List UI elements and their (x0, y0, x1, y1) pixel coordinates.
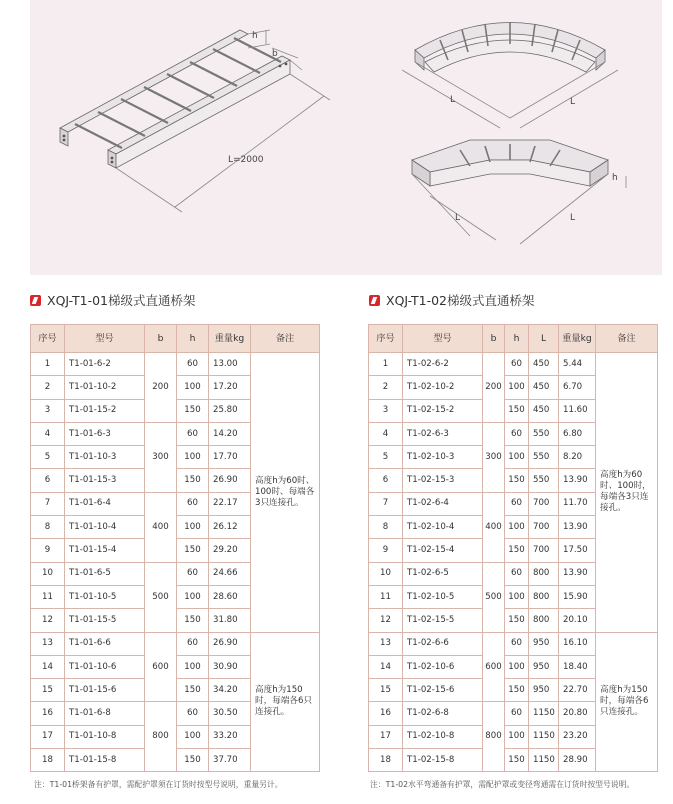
cell-l: 550 (529, 469, 559, 492)
cell-l: 800 (529, 585, 559, 608)
cell-model: T1-01-10-5 (65, 585, 145, 608)
cell-no: 16 (31, 702, 65, 725)
cell-weight: 17.20 (209, 376, 251, 399)
cell-model: T1-02-15-4 (403, 539, 483, 562)
cell-no: 3 (369, 399, 403, 422)
cell-h: 150 (505, 679, 529, 702)
tee-h-label: h (612, 173, 618, 183)
note-lower: 高度h为150时，每端各6只连接孔。 (251, 632, 320, 772)
cell-model: T1-02-15-6 (403, 679, 483, 702)
cell-weight: 13.00 (209, 353, 251, 376)
cell-l: 700 (529, 539, 559, 562)
cell-weight: 18.40 (559, 655, 596, 678)
cell-weight: 6.80 (559, 422, 596, 445)
cell-weight: 13.90 (559, 516, 596, 539)
cell-h: 150 (177, 679, 209, 702)
cell-l: 800 (529, 562, 559, 585)
cell-h: 150 (177, 469, 209, 492)
cell-weight: 13.90 (559, 562, 596, 585)
table2-header-cell: L (529, 325, 559, 353)
cell-model: T1-01-6-5 (65, 562, 145, 585)
cell-no: 16 (369, 702, 403, 725)
cell-weight: 30.50 (209, 702, 251, 725)
cell-no: 13 (369, 632, 403, 655)
cell-no: 17 (31, 725, 65, 748)
cell-model: T1-01-6-6 (65, 632, 145, 655)
cell-model: T1-02-6-4 (403, 492, 483, 515)
cell-no: 8 (369, 516, 403, 539)
cell-weight: 29.20 (209, 539, 251, 562)
cell-weight: 17.50 (559, 539, 596, 562)
cell-weight: 24.66 (209, 562, 251, 585)
cell-h: 150 (505, 609, 529, 632)
cell-h: 150 (505, 539, 529, 562)
table-row (31, 632, 320, 655)
cell-h: 60 (505, 562, 529, 585)
cell-b: 400 (145, 492, 177, 562)
cell-no: 3 (31, 399, 65, 422)
cell-h: 100 (505, 516, 529, 539)
table2-title-text: XQJ-T1-02梯级式直通桥架 (386, 293, 535, 308)
tee-l2-label: L (570, 213, 576, 223)
tee-l1-label: L (455, 213, 461, 223)
cell-weight: 26.90 (209, 632, 251, 655)
cell-h: 150 (177, 749, 209, 772)
cell-h: 100 (177, 376, 209, 399)
cell-model: T1-01-10-6 (65, 655, 145, 678)
table1-header-cell: 重量kg (209, 325, 251, 353)
cell-model: T1-01-10-4 (65, 516, 145, 539)
cell-model: T1-02-10-6 (403, 655, 483, 678)
cell-h: 100 (505, 446, 529, 469)
cell-weight: 11.60 (559, 399, 596, 422)
cell-no: 2 (369, 376, 403, 399)
horizontal-tee-drawing (412, 140, 626, 244)
cell-model: T1-02-10-4 (403, 516, 483, 539)
cell-model: T1-02-15-2 (403, 399, 483, 422)
cell-no: 7 (369, 492, 403, 515)
cell-b: 600 (145, 632, 177, 702)
cell-h: 60 (177, 492, 209, 515)
cell-no: 2 (31, 376, 65, 399)
cell-h: 100 (505, 655, 529, 678)
cell-b: 300 (483, 422, 505, 492)
table2-header-cell: 序号 (369, 325, 403, 353)
cell-b: 200 (483, 353, 505, 423)
cell-model: T1-01-15-4 (65, 539, 145, 562)
cell-no: 7 (31, 492, 65, 515)
table2-header-cell: 重量kg (559, 325, 596, 353)
cell-weight: 13.90 (559, 469, 596, 492)
table2-header-cell: h (505, 325, 529, 353)
cell-no: 5 (31, 446, 65, 469)
cell-l: 550 (529, 446, 559, 469)
cell-model: T1-02-6-3 (403, 422, 483, 445)
table1-footnote: 注：T1-01桥架备有护罩，需配护罩须在订货时按型号说明，重量另计。 (34, 780, 283, 789)
cell-no: 12 (369, 609, 403, 632)
cell-h: 60 (177, 422, 209, 445)
cell-weight: 26.12 (209, 516, 251, 539)
cell-no: 12 (31, 609, 65, 632)
cell-no: 11 (31, 585, 65, 608)
cell-h: 60 (505, 632, 529, 655)
cell-l: 1150 (529, 749, 559, 772)
table-row (369, 632, 658, 655)
cell-no: 9 (31, 539, 65, 562)
cell-h: 100 (177, 516, 209, 539)
table1-header-cell: 备注 (251, 325, 320, 353)
cell-weight: 20.10 (559, 609, 596, 632)
ladder-length-label: L=2000 (228, 155, 264, 165)
cell-h: 150 (505, 399, 529, 422)
cell-weight: 22.70 (559, 679, 596, 702)
cell-weight: 22.17 (209, 492, 251, 515)
cell-no: 1 (369, 353, 403, 376)
cell-model: T1-01-15-8 (65, 749, 145, 772)
cell-model: T1-02-10-8 (403, 725, 483, 748)
cell-model: T1-01-15-3 (65, 469, 145, 492)
cell-h: 60 (505, 422, 529, 445)
cell-no: 15 (31, 679, 65, 702)
cell-model: T1-01-15-5 (65, 609, 145, 632)
cell-l: 1150 (529, 702, 559, 725)
product-drawings (30, 0, 662, 275)
cell-no: 15 (369, 679, 403, 702)
cell-weight: 11.70 (559, 492, 596, 515)
cell-l: 450 (529, 399, 559, 422)
cell-l: 550 (529, 422, 559, 445)
note-lower: 高度h为150时，每端各6只连接孔。 (596, 632, 658, 772)
cell-h: 150 (177, 539, 209, 562)
cell-no: 10 (369, 562, 403, 585)
cell-model: T1-02-6-8 (403, 702, 483, 725)
cell-no: 18 (369, 749, 403, 772)
cell-h: 150 (505, 749, 529, 772)
cell-h: 100 (177, 585, 209, 608)
table1-header-row (31, 325, 320, 353)
cell-h: 60 (177, 562, 209, 585)
cell-no: 14 (31, 655, 65, 678)
table2-header-cell: b (483, 325, 505, 353)
cell-h: 100 (177, 655, 209, 678)
cell-l: 1150 (529, 725, 559, 748)
table1-title (30, 291, 196, 309)
cell-weight: 16.10 (559, 632, 596, 655)
cell-weight: 25.80 (209, 399, 251, 422)
cell-l: 950 (529, 679, 559, 702)
cell-weight: 5.44 (559, 353, 596, 376)
cell-no: 9 (369, 539, 403, 562)
title-marker-icon (30, 295, 41, 306)
cell-no: 18 (31, 749, 65, 772)
cell-model: T1-01-6-3 (65, 422, 145, 445)
table2-footnote: 注：T1-02水平弯通备有护罩，需配护罩或变径弯通需在订货时按型号说明。 (370, 780, 635, 789)
cell-no: 4 (369, 422, 403, 445)
table1-header-cell: 型号 (65, 325, 145, 353)
cell-h: 100 (177, 725, 209, 748)
cell-weight: 15.90 (559, 585, 596, 608)
cell-no: 14 (369, 655, 403, 678)
cell-l: 450 (529, 353, 559, 376)
table1-title-text: XQJ-T1-01梯级式直通桥架 (47, 293, 196, 308)
cell-model: T1-01-6-2 (65, 353, 145, 376)
cell-h: 60 (505, 353, 529, 376)
cell-model: T1-01-10-2 (65, 376, 145, 399)
cell-b: 600 (483, 632, 505, 702)
ladder-h-label: h (252, 31, 258, 41)
cell-b: 200 (145, 353, 177, 423)
cell-l: 700 (529, 492, 559, 515)
ladder-b-label: b (272, 49, 278, 59)
cell-weight: 33.20 (209, 725, 251, 748)
table-row (31, 353, 320, 376)
cell-weight: 17.70 (209, 446, 251, 469)
cell-model: T1-02-15-3 (403, 469, 483, 492)
cell-model: T1-02-10-3 (403, 446, 483, 469)
cell-weight: 34.20 (209, 679, 251, 702)
cell-model: T1-01-6-4 (65, 492, 145, 515)
cell-model: T1-01-15-2 (65, 399, 145, 422)
table2 (368, 324, 658, 772)
cell-model: T1-02-15-5 (403, 609, 483, 632)
cell-model: T1-02-6-6 (403, 632, 483, 655)
cell-no: 17 (369, 725, 403, 748)
table1-header-cell: b (145, 325, 177, 353)
cell-b: 500 (483, 562, 505, 632)
cell-weight: 28.60 (209, 585, 251, 608)
cell-b: 400 (483, 492, 505, 562)
cell-weight: 30.90 (209, 655, 251, 678)
cell-h: 100 (177, 446, 209, 469)
cell-weight: 23.20 (559, 725, 596, 748)
cell-h: 150 (505, 469, 529, 492)
cell-l: 950 (529, 655, 559, 678)
horizontal-bend-drawing (402, 22, 618, 128)
cell-model: T1-02-10-2 (403, 376, 483, 399)
cell-no: 13 (31, 632, 65, 655)
cell-model: T1-02-6-5 (403, 562, 483, 585)
cell-no: 5 (369, 446, 403, 469)
cell-model: T1-02-6-2 (403, 353, 483, 376)
cell-h: 100 (505, 376, 529, 399)
cell-model: T1-02-15-8 (403, 749, 483, 772)
cell-no: 6 (31, 469, 65, 492)
cell-weight: 28.90 (559, 749, 596, 772)
table2-header-cell: 备注 (596, 325, 658, 353)
cell-h: 100 (505, 585, 529, 608)
cell-weight: 14.20 (209, 422, 251, 445)
cell-h: 60 (177, 353, 209, 376)
cell-b: 800 (483, 702, 505, 772)
cell-weight: 20.80 (559, 702, 596, 725)
cell-model: T1-01-10-8 (65, 725, 145, 748)
table1-header-cell: 序号 (31, 325, 65, 353)
title-marker-icon (369, 295, 380, 306)
cell-no: 10 (31, 562, 65, 585)
table2-header-cell: 型号 (403, 325, 483, 353)
cell-weight: 6.70 (559, 376, 596, 399)
cell-weight: 31.80 (209, 609, 251, 632)
cell-no: 6 (369, 469, 403, 492)
cell-b: 500 (145, 562, 177, 632)
cell-h: 60 (505, 492, 529, 515)
cell-l: 450 (529, 376, 559, 399)
cell-weight: 8.20 (559, 446, 596, 469)
cell-l: 700 (529, 516, 559, 539)
table-row (369, 353, 658, 376)
cell-model: T1-01-10-3 (65, 446, 145, 469)
cell-b: 800 (145, 702, 177, 772)
cell-h: 60 (177, 632, 209, 655)
product-illustration-panel (30, 0, 662, 275)
ladder-tray-drawing (60, 30, 330, 212)
table2-title (369, 291, 535, 309)
cell-h: 60 (505, 702, 529, 725)
cell-model: T1-01-15-6 (65, 679, 145, 702)
table1 (30, 324, 320, 772)
cell-model: T1-02-10-5 (403, 585, 483, 608)
cell-no: 8 (31, 516, 65, 539)
table2-header-row (369, 325, 658, 353)
cell-no: 4 (31, 422, 65, 445)
cell-model: T1-01-6-8 (65, 702, 145, 725)
cell-weight: 26.90 (209, 469, 251, 492)
cell-weight: 37.70 (209, 749, 251, 772)
cell-l: 800 (529, 609, 559, 632)
cell-l: 950 (529, 632, 559, 655)
cell-h: 150 (177, 609, 209, 632)
cell-no: 11 (369, 585, 403, 608)
bend-l2-label: L (570, 97, 576, 107)
cell-b: 300 (145, 422, 177, 492)
cell-no: 1 (31, 353, 65, 376)
note-upper: 高度h为60时、100时，每端各3只连接孔。 (596, 353, 658, 633)
table1-header-cell: h (177, 325, 209, 353)
cell-h: 150 (177, 399, 209, 422)
bend-l1-label: L (450, 95, 456, 105)
cell-h: 60 (177, 702, 209, 725)
note-upper: 高度h为60时、100时、每端各3只连接孔。 (251, 353, 320, 633)
cell-h: 100 (505, 725, 529, 748)
